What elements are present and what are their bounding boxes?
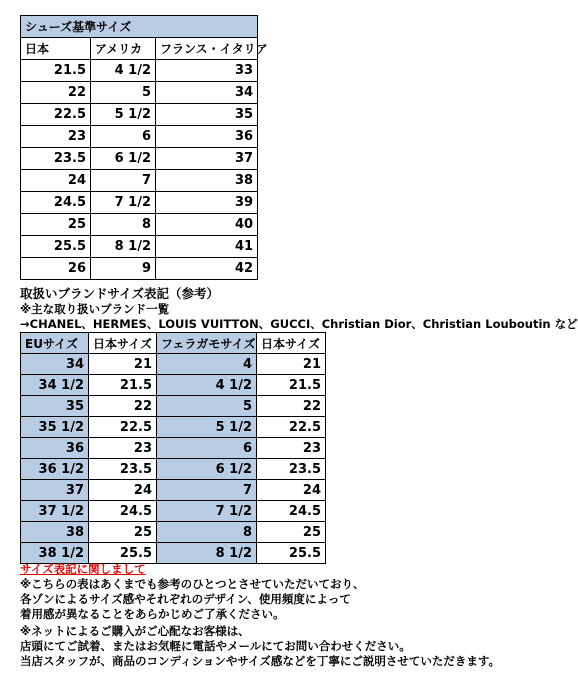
table-cell: 8 (157, 522, 257, 543)
table-row (21, 236, 258, 258)
table-row (21, 170, 258, 192)
table-cell: 22.5 (257, 417, 326, 438)
table-cell: 36 1/2 (21, 459, 89, 480)
table-cell: 21 (257, 354, 326, 375)
table-cell: 42 (156, 258, 258, 280)
table-row (21, 214, 258, 236)
brand-size-rows (21, 354, 326, 564)
table-cell: 21.5 (89, 375, 157, 396)
table-cell: 37 (156, 148, 258, 170)
table-cell: 38 (156, 170, 258, 192)
notice-line: ※こちらの表はあくまでも参考のひとつとさせていただいており、 (20, 577, 365, 591)
table-cell: 37 1/2 (21, 501, 89, 522)
table-cell: 24 (21, 170, 91, 192)
table-cell: 41 (156, 236, 258, 258)
table-cell: 25.5 (89, 543, 157, 564)
table-cell: 35 (21, 396, 89, 417)
table-cell: 22 (257, 396, 326, 417)
table-cell: 23 (89, 438, 157, 459)
table-row (21, 60, 258, 82)
table-cell: 7 (157, 480, 257, 501)
table-cell: 33 (156, 60, 258, 82)
table-cell: 9 (91, 258, 156, 280)
table-cell: 7 (91, 170, 156, 192)
table-cell: 24 (257, 480, 326, 501)
col-header-japan: 日本 (21, 38, 91, 60)
notice-line: 各ゾンによるサイズ感やそれぞれのデザイン、使用頻度によって (20, 592, 351, 606)
table-cell: 21.5 (257, 375, 326, 396)
table-cell: 35 (156, 104, 258, 126)
notice-line: 店頭にてご試着、またはお気軽に電話やメールにてお問い合わせください。 (20, 639, 411, 653)
table-row (21, 354, 326, 375)
table-cell: 5 1/2 (157, 417, 257, 438)
table-row (21, 501, 326, 522)
table-row (21, 375, 326, 396)
table-cell: 6 1/2 (91, 148, 156, 170)
table-cell: 5 (91, 82, 156, 104)
table-cell: 4 1/2 (91, 60, 156, 82)
table-cell: 6 1/2 (157, 459, 257, 480)
table-cell: 23.5 (21, 148, 91, 170)
table-cell: 4 1/2 (157, 375, 257, 396)
table-cell: 23 (21, 126, 91, 148)
table-cell: 8 (91, 214, 156, 236)
table-cell: 24.5 (21, 192, 91, 214)
table-cell: 23 (257, 438, 326, 459)
brand-size-table (20, 332, 326, 564)
brand-size-heading: 取扱いブランドサイズ表記（参考） (20, 286, 220, 301)
standard-size-title: シューズ基準サイズ (21, 16, 258, 38)
table-cell: 7 1/2 (91, 192, 156, 214)
notice-title: サイズ表記に関しまして (20, 562, 146, 576)
table-row (21, 148, 258, 170)
table-cell: 39 (156, 192, 258, 214)
table-cell: 24 (89, 480, 157, 501)
table-cell: 25.5 (257, 543, 326, 564)
table-cell: 37 (21, 480, 89, 501)
table-cell: 25.5 (21, 236, 91, 258)
table-cell: 8 1/2 (91, 236, 156, 258)
notice-line: 着用感が異なることをあらかじめご了承ください。 (20, 607, 285, 621)
table-row (21, 459, 326, 480)
table-cell: 34 (21, 354, 89, 375)
table-cell: 22 (89, 396, 157, 417)
table-cell: 6 (157, 438, 257, 459)
table-cell: 24.5 (257, 501, 326, 522)
col-header-eu: EUサイズ (21, 333, 89, 354)
brand-list: →CHANEL、HERMES、LOUIS VUITTON、GUCCI、Christian Dior、Christian Louboutin など (20, 317, 578, 331)
table-row (21, 417, 326, 438)
table-cell: 35 1/2 (21, 417, 89, 438)
table-cell: 5 (157, 396, 257, 417)
table-row (21, 192, 258, 214)
table-cell: 38 (21, 522, 89, 543)
table-cell: 5 1/2 (91, 104, 156, 126)
table-cell: 23.5 (89, 459, 157, 480)
table-cell: 7 1/2 (157, 501, 257, 522)
col-header-japan-size-2: 日本サイズ (257, 333, 326, 354)
table-cell: 24.5 (89, 501, 157, 522)
table-row (21, 522, 326, 543)
table-row (21, 258, 258, 280)
table-row (21, 126, 258, 148)
table-row (21, 438, 326, 459)
table-cell: 25 (257, 522, 326, 543)
standard-size-rows (21, 60, 258, 280)
table-cell: 4 (157, 354, 257, 375)
table-cell: 22.5 (21, 104, 91, 126)
table-cell: 36 (156, 126, 258, 148)
table-cell: 21.5 (21, 60, 91, 82)
col-header-ferragamo: フェラガモサイズ (157, 333, 257, 354)
table-cell: 34 1/2 (21, 375, 89, 396)
notice-line: ※ネットによるご購入がご心配なお客様は、 (20, 624, 250, 638)
table-cell: 8 1/2 (157, 543, 257, 564)
table-cell: 22.5 (89, 417, 157, 438)
table-row (21, 104, 258, 126)
table-cell: 25 (21, 214, 91, 236)
table-cell: 40 (156, 214, 258, 236)
table-cell: 25 (89, 522, 157, 543)
col-header-france-italy: フランス・イタリア (156, 38, 258, 60)
table-cell: 38 1/2 (21, 543, 89, 564)
table-row (21, 396, 326, 417)
table-cell: 23.5 (257, 459, 326, 480)
notice-line: 当店スタッフが、商品のコンディションやサイズ感などを丁寧にご説明させていただきます。 (20, 654, 501, 668)
table-row (21, 82, 258, 104)
col-header-usa: アメリカ (91, 38, 156, 60)
table-cell: 36 (21, 438, 89, 459)
table-cell: 34 (156, 82, 258, 104)
table-cell: 21 (89, 354, 157, 375)
table-cell: 26 (21, 258, 91, 280)
brand-list-note: ※主な取り扱いブランド一覧 (20, 302, 170, 316)
table-cell: 22 (21, 82, 91, 104)
table-cell: 6 (91, 126, 156, 148)
standard-size-table (20, 15, 268, 280)
col-header-japan-size: 日本サイズ (89, 333, 157, 354)
table-row (21, 543, 326, 564)
table-row (21, 480, 326, 501)
